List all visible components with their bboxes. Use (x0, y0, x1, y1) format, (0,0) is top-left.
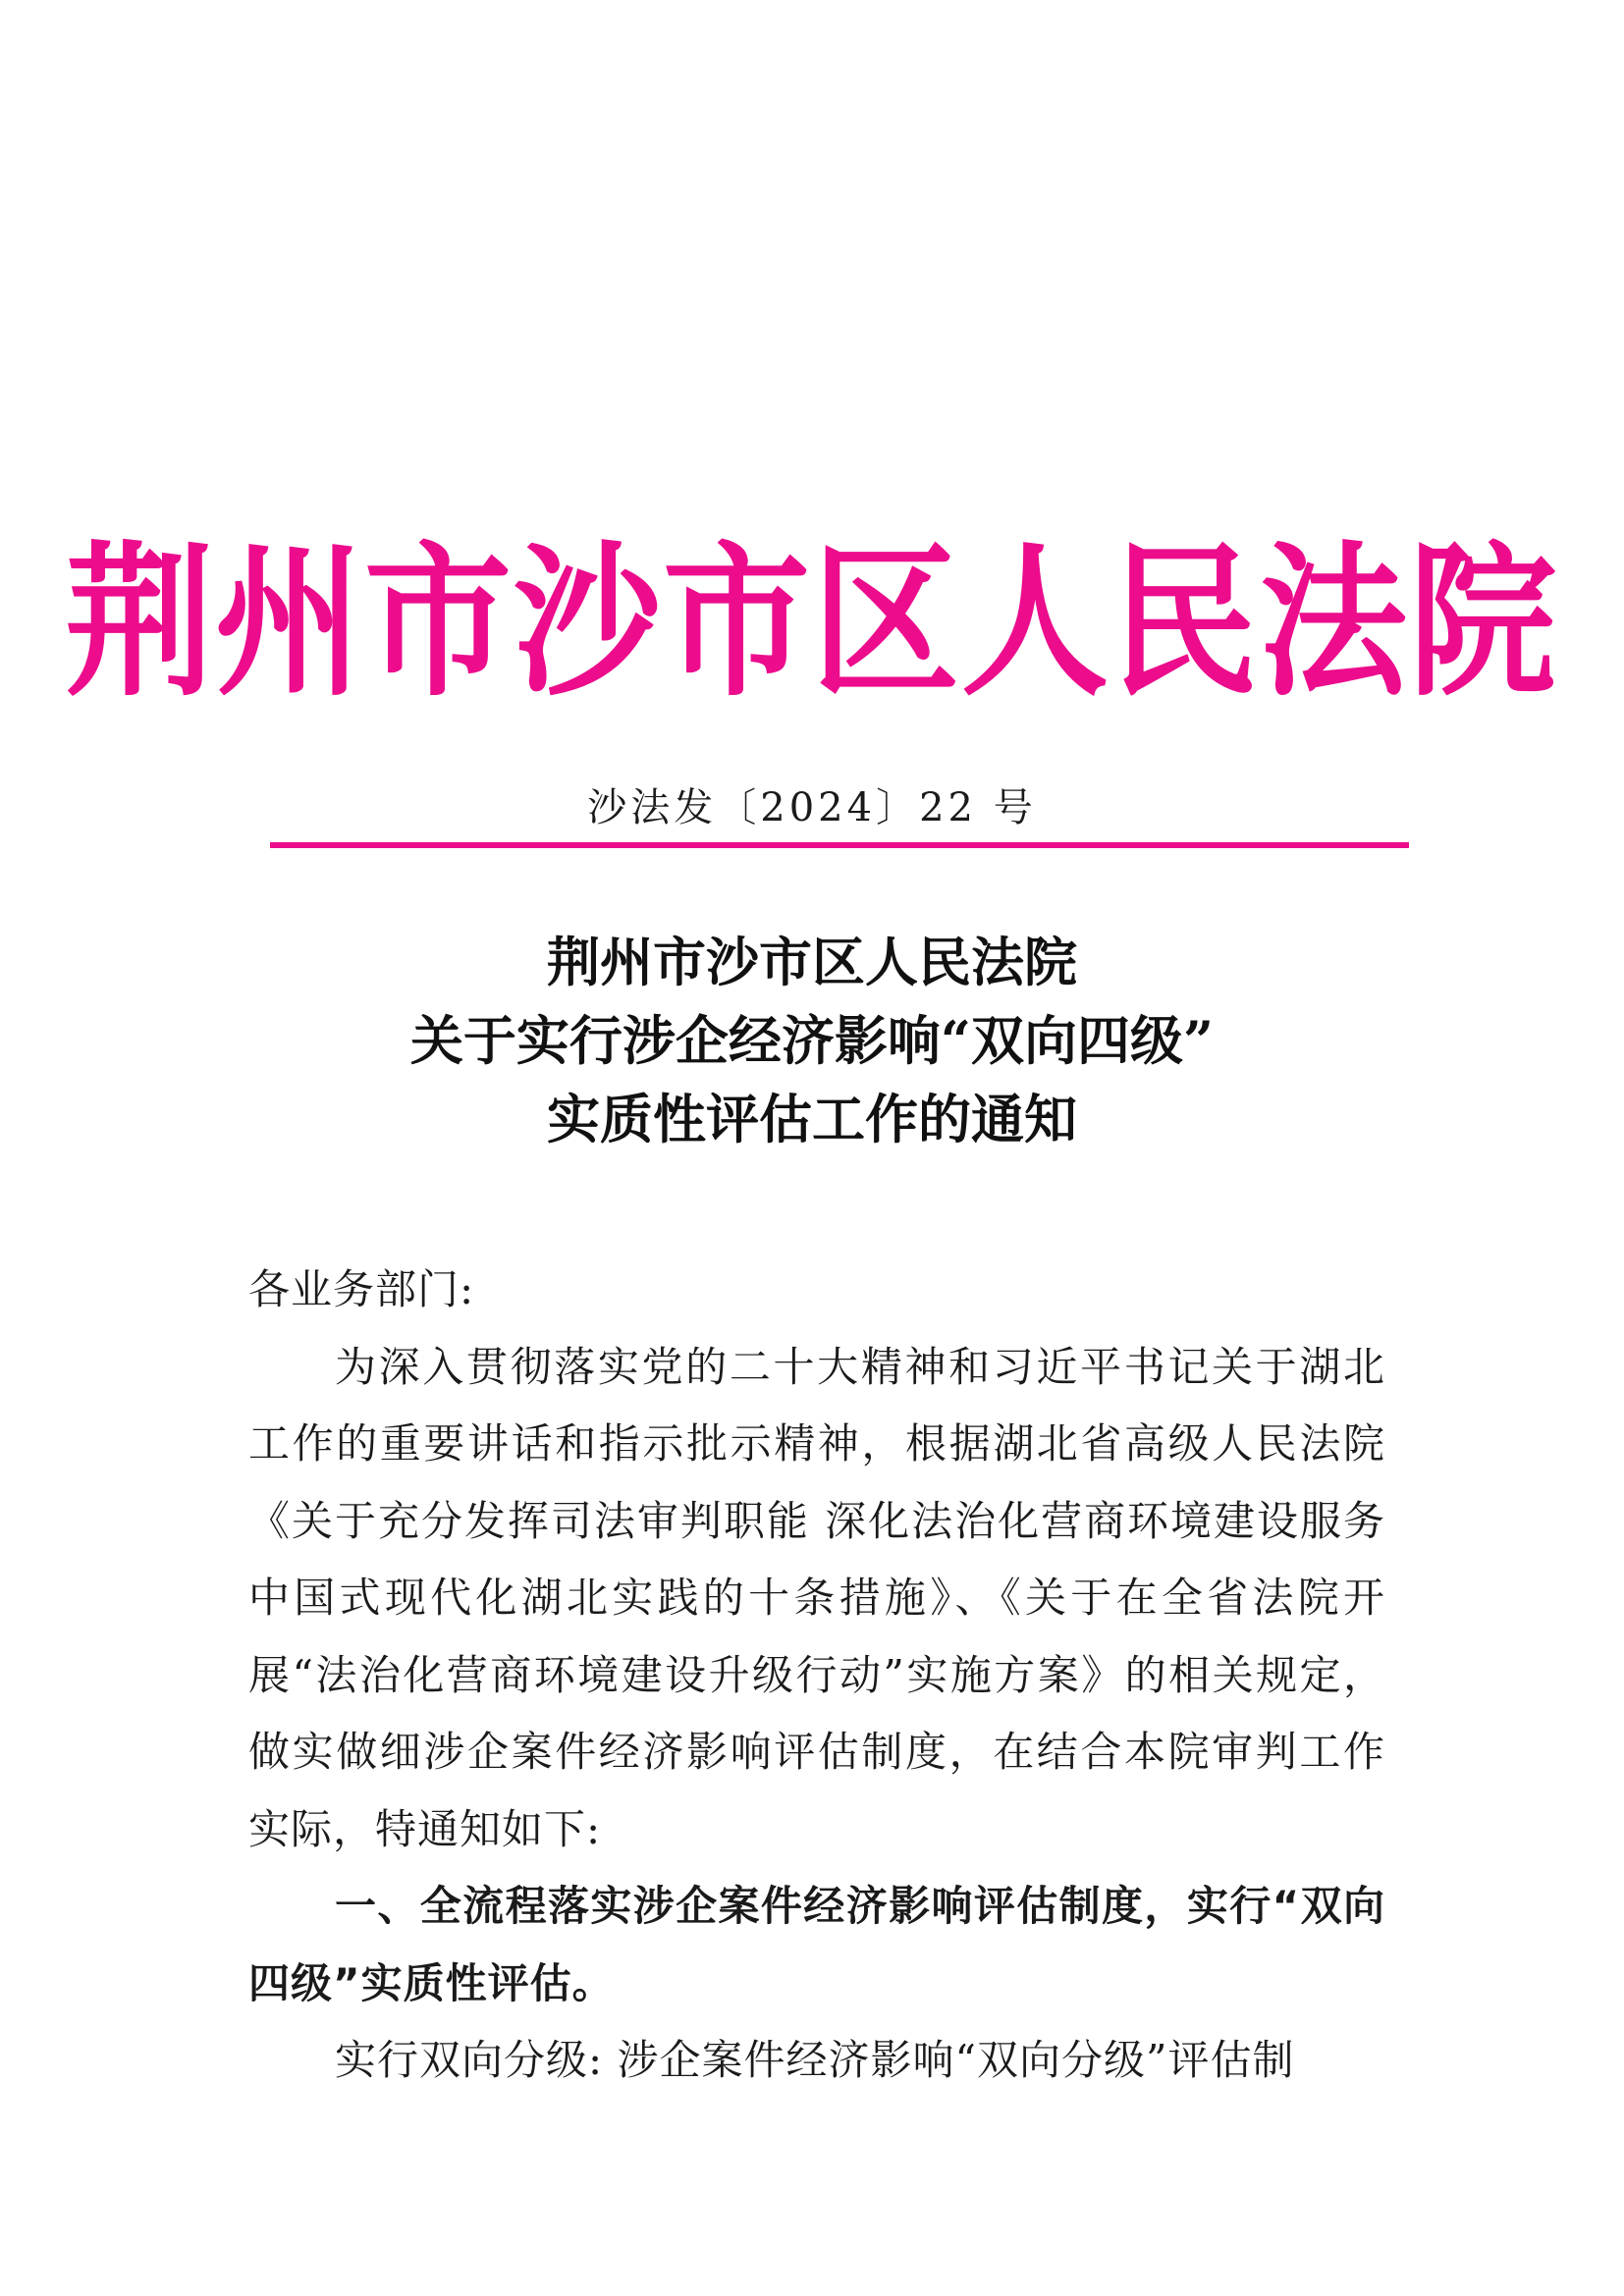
document-title (0, 923, 1624, 1158)
document-number: 沙法发〔2024〕22 号 (587, 785, 1037, 830)
intro-paragraph: 为深入贯彻落实党的二十大精神和习近平书记关于湖北工作的重要讲话和指示批示精神，根据湖北省高级人民法院《关于充分发挥司法审判职能 深化法治化营商环境建设服务中国式现代化湖北实践的十条措施》、《关于在全省法院开展“法治化营商环境建设升级行动”实施方案》的相关规定，做实做细涉企案件经济影响评估制度，在结合本院审判工作实际，特通知如下: (248, 1342, 1385, 1853)
section-1-paragraph: 实行双向分级: 涉企案件经济影响“双向分级”评估制 (335, 2036, 1295, 2084)
title-line-2: 关于实行涉企经济影响“双向四级” (409, 1009, 1215, 1072)
section-1-heading: 一、全流程落实涉企案件经济影响评估制度，实行“双向四级”实质性评估。 (248, 1882, 1385, 2007)
title-line-3: 实质性评估工作的通知 (547, 1088, 1077, 1150)
salutation: 各业务部门: (248, 1265, 475, 1313)
document-body (248, 1252, 1385, 2100)
title-line-1: 荆州市沙市区人民法院 (547, 931, 1077, 993)
red-divider-line (270, 842, 1409, 848)
issuing-court-red-header: 荆州市沙市区人民法院 (65, 527, 1558, 720)
